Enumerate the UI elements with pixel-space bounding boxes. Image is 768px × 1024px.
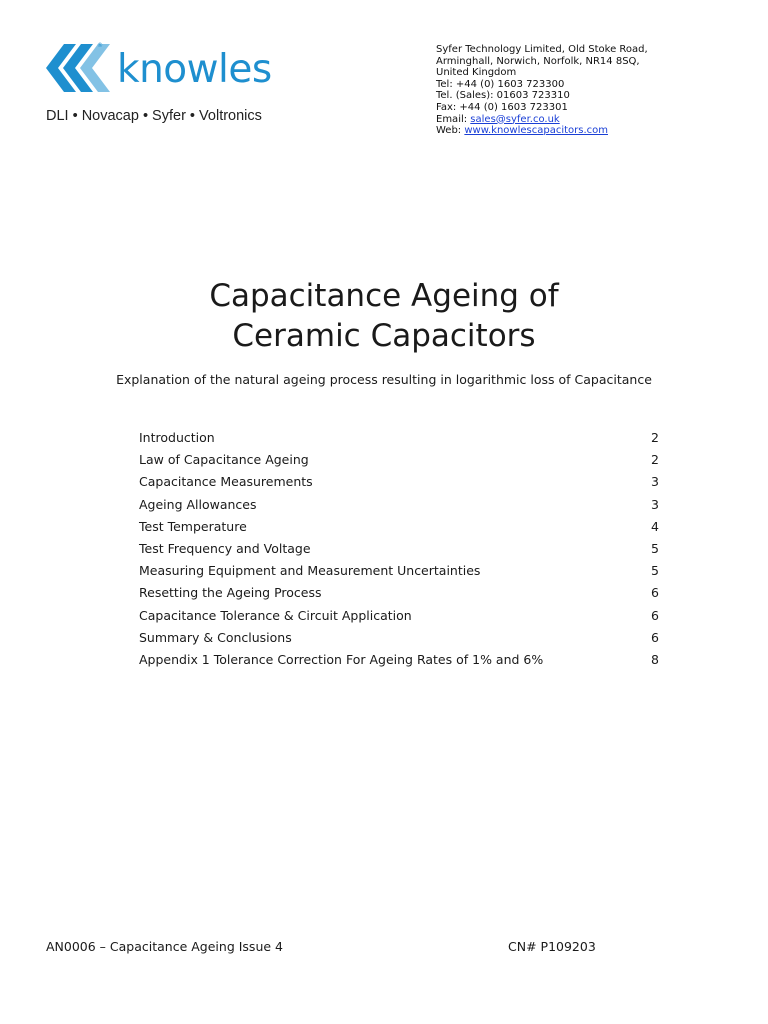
toc-entry-title: Summary & Conclusions	[139, 629, 292, 645]
brand-list: DLI • Novacap • Syfer • Voltronics	[46, 108, 262, 124]
phone-number: Tel: +44 (0) 1603 723300	[436, 78, 565, 90]
web-row	[436, 125, 736, 137]
knowles-k-mark-icon	[46, 42, 110, 94]
footer-document-reference: AN0006 – Capacitance Ageing Issue 4	[46, 939, 283, 954]
table-of-contents	[139, 429, 659, 673]
toc-entry-page: 6	[651, 629, 659, 645]
toc-entry-page: 2	[651, 430, 659, 445]
toc-entry-page: 8	[651, 651, 659, 667]
toc-entry	[139, 451, 659, 473]
toc-entry-page: 2	[651, 452, 659, 468]
toc-entry-title: Appendix 1 Tolerance Correction For Ageing Rates of 1% and 6%	[139, 651, 544, 667]
toc-entry-title: Capacitance Tolerance & Circuit Application	[139, 607, 412, 623]
toc-entry-title: Ageing Allowances	[139, 496, 257, 512]
logo-wordmark: knowles	[117, 47, 272, 92]
toc-entry	[139, 473, 659, 495]
toc-entry	[139, 651, 659, 673]
title-line-2: Ceramic Capacitors	[232, 318, 536, 354]
toc-entry	[139, 496, 659, 518]
toc-entry-title: Resetting the Ageing Process	[139, 585, 322, 601]
knowles-logo	[46, 42, 286, 132]
document-subtitle: Explanation of the natural ageing process resulting in logarithmic loss of Capacitance	[116, 372, 652, 387]
toc-entry-page: 5	[651, 563, 659, 579]
toc-entry-title: Introduction	[139, 430, 215, 445]
toc-entry	[139, 584, 659, 606]
toc-entry	[139, 518, 659, 540]
toc-entry-page: 5	[651, 540, 659, 556]
document-title	[0, 276, 768, 356]
toc-entry-page: 6	[651, 607, 659, 623]
toc-entry-title: Measuring Equipment and Measurement Uncertainties	[139, 563, 481, 579]
footer-cn-number: CN# P109203	[508, 939, 596, 954]
contact-block	[436, 44, 736, 137]
website-link[interactable]: www.knowlescapacitors.com	[464, 125, 608, 137]
fax-number: Fax: +44 (0) 1603 723301	[436, 101, 568, 113]
toc-entry-title: Law of Capacitance Ageing	[139, 452, 309, 468]
address-line-3: United Kingdom	[436, 67, 517, 79]
toc-entry-page: 3	[651, 496, 659, 512]
toc-entry-page: 6	[651, 585, 659, 601]
toc-entry	[139, 629, 659, 651]
toc-entry-page: 4	[651, 518, 659, 534]
web-label: Web:	[436, 125, 465, 137]
toc-entry-page: 3	[651, 474, 659, 490]
email-row	[436, 114, 736, 126]
toc-entry	[139, 540, 659, 562]
toc-entry-title: Test Temperature	[139, 518, 247, 534]
toc-entry	[139, 429, 659, 451]
toc-entry	[139, 607, 659, 629]
toc-entry-title: Capacitance Measurements	[139, 474, 313, 490]
toc-entry-title: Test Frequency and Voltage	[139, 540, 311, 556]
sales-phone-number: Tel. (Sales): 01603 723310	[436, 90, 570, 102]
address-line-1: Syfer Technology Limited, Old Stoke Road,	[436, 44, 648, 55]
email-label: Email:	[436, 113, 471, 125]
email-link[interactable]: sales@syfer.co.uk	[470, 113, 560, 125]
toc-entry	[139, 562, 659, 584]
address-line-2: Arminghall, Norwich, Norfolk, NR14 8SQ,	[436, 55, 640, 67]
title-line-1: Capacitance Ageing of	[209, 278, 559, 314]
registered-mark: ®	[97, 42, 103, 49]
